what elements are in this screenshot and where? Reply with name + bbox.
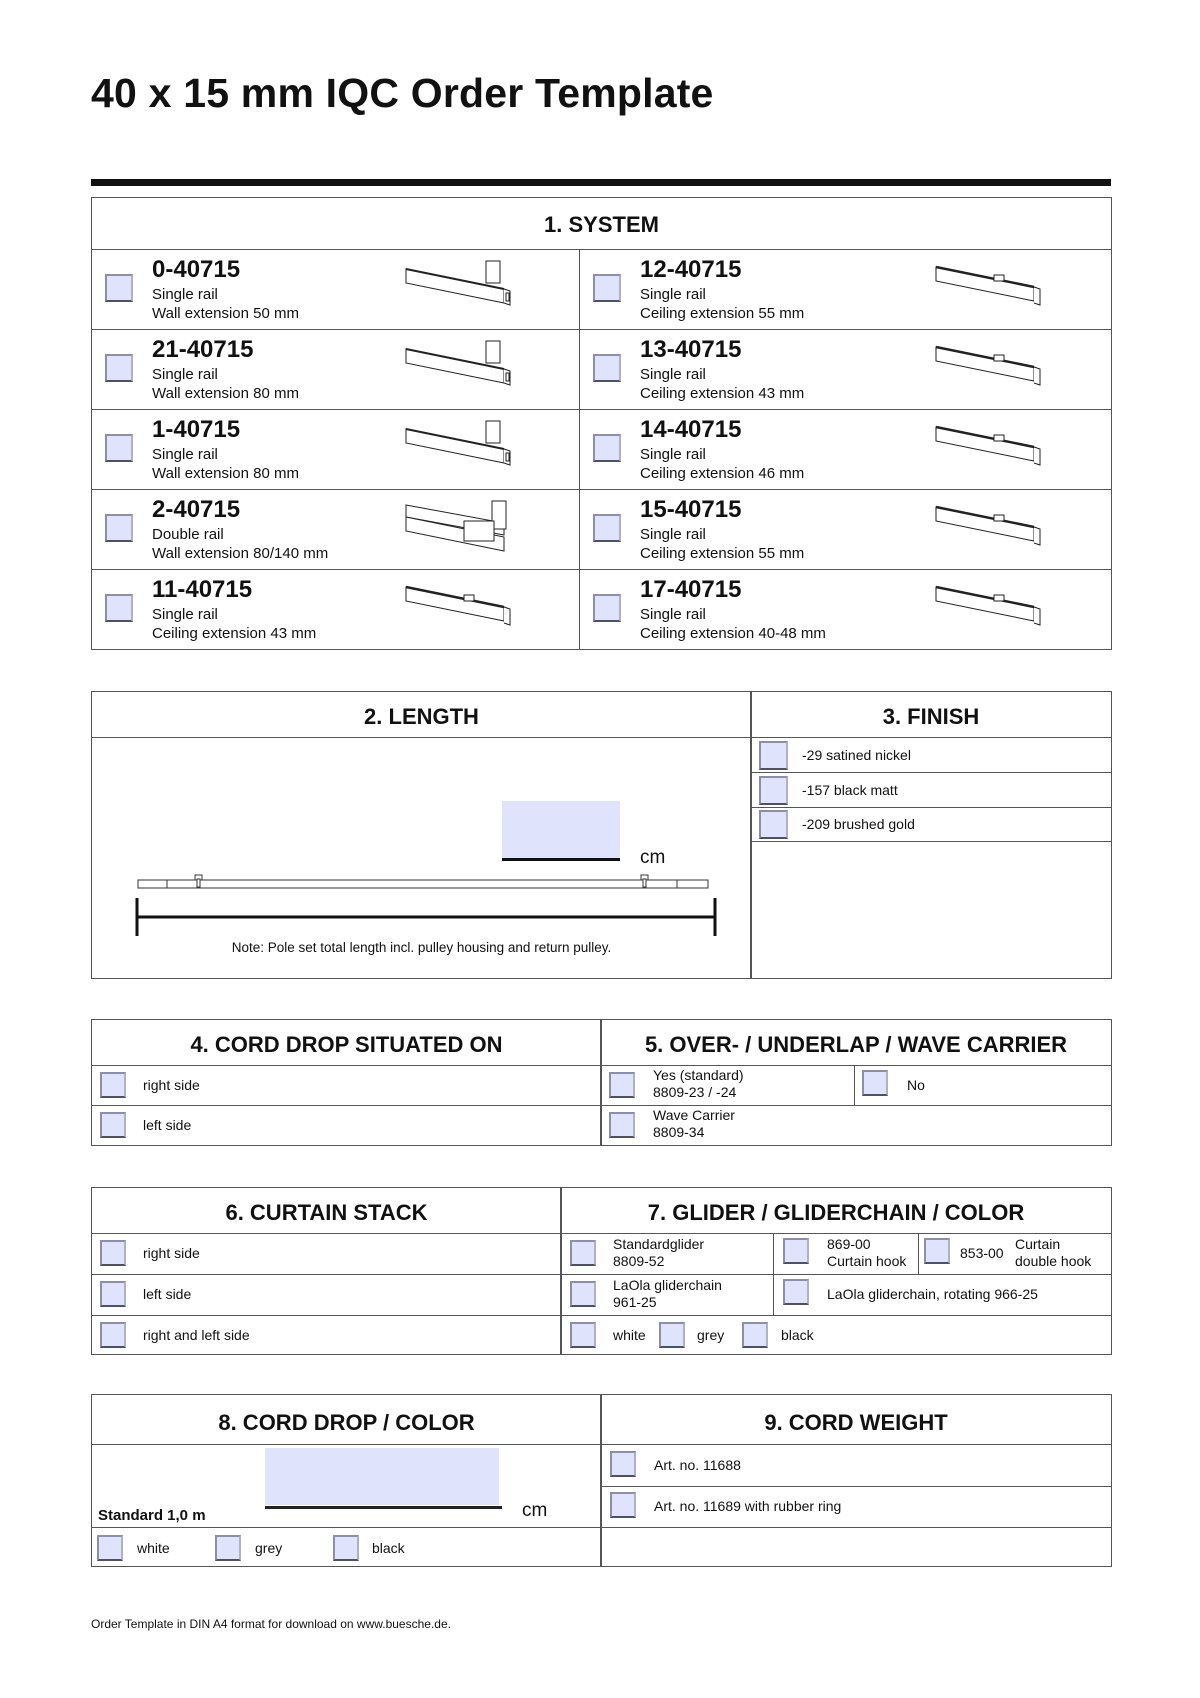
glider-header: 7. GLIDER / GLIDERCHAIN / COLOR xyxy=(647,1200,1025,1225)
cord-weight-11688-label: Art. no. 11688 xyxy=(654,1457,741,1473)
double-rail-wall-bracket-icon xyxy=(404,499,516,559)
cord-black-checkbox[interactable] xyxy=(333,1535,359,1561)
cord-weight-11688-checkbox[interactable] xyxy=(610,1451,636,1477)
system-rail-type: Single rail xyxy=(640,446,706,463)
system-extension: Wall extension 80/140 mm xyxy=(152,545,329,562)
system-extension: Wall extension 80 mm xyxy=(152,385,299,402)
system-rail-type: Single rail xyxy=(152,286,218,303)
overlap-yes-code: 8809-23 / -24 xyxy=(653,1084,737,1100)
divider xyxy=(600,1486,1112,1487)
pole-diagram xyxy=(130,870,730,940)
system-option xyxy=(579,249,1112,329)
cord-black-label: black xyxy=(372,1540,405,1556)
system-code: 12-40715 xyxy=(640,256,742,283)
stack-left-label: left side xyxy=(143,1286,192,1302)
laola-label: LaOla gliderchain xyxy=(613,1277,722,1293)
rail-ceiling-clip-icon xyxy=(934,499,1046,559)
glider-black-checkbox[interactable] xyxy=(742,1322,768,1348)
system-checkbox[interactable] xyxy=(105,514,133,542)
rail-ceiling-clip-icon xyxy=(934,579,1046,639)
system-rail-type: Single rail xyxy=(640,366,706,383)
system-rail-type: Single rail xyxy=(152,366,218,383)
rail-ceiling-icon xyxy=(934,339,1046,399)
divider xyxy=(91,1444,1112,1445)
standard-glider-code: 8809-52 xyxy=(613,1253,665,1269)
divider xyxy=(854,1065,855,1105)
finish-label: -29 satined nickel xyxy=(802,747,911,763)
double-hook-label-1: Curtain xyxy=(1015,1236,1061,1252)
overlap-yes-checkbox[interactable] xyxy=(609,1072,635,1098)
rail-ceiling-clip-icon xyxy=(934,259,1046,319)
finish-checkbox[interactable] xyxy=(759,741,788,770)
rail-wall-bracket-icon xyxy=(404,339,516,399)
system-checkbox[interactable] xyxy=(593,434,621,462)
wave-carrier-checkbox[interactable] xyxy=(609,1112,635,1138)
system-rail-type: Single rail xyxy=(152,606,218,623)
system-rail-type: Single rail xyxy=(152,446,218,463)
system-checkbox[interactable] xyxy=(105,434,133,462)
length-unit: cm xyxy=(640,847,666,868)
rail-ceiling-clip-icon xyxy=(404,579,516,639)
finish-label: -157 black matt xyxy=(802,782,898,798)
cord-drop-side-header: 4. CORD DROP SITUATED ON xyxy=(190,1032,503,1057)
system-extension: Wall extension 80 mm xyxy=(152,465,299,482)
stack-right-checkbox[interactable] xyxy=(100,1240,126,1266)
cord-weight-header: 9. CORD WEIGHT xyxy=(764,1410,948,1435)
laola-rotating-label: LaOla gliderchain, rotating 966-25 xyxy=(827,1286,1038,1302)
divider xyxy=(91,1274,1112,1275)
rail-wall-bracket-icon xyxy=(404,419,516,479)
cord-grey-label: grey xyxy=(255,1540,283,1556)
divider xyxy=(91,1105,1112,1106)
cord-weight-11689-label: Art. no. 11689 with rubber ring xyxy=(654,1498,842,1514)
laola-code: 961-25 xyxy=(613,1294,657,1310)
cord-white-checkbox[interactable] xyxy=(97,1535,123,1561)
cord-drop-left-label: left side xyxy=(143,1117,192,1133)
system-code: 2-40715 xyxy=(152,496,241,523)
cord-drop-left-checkbox[interactable] xyxy=(100,1112,126,1138)
divider xyxy=(91,1315,1112,1316)
length-input-underline xyxy=(502,858,620,861)
system-extension: Wall extension 50 mm xyxy=(152,305,299,322)
system-checkbox[interactable] xyxy=(593,354,621,382)
divider xyxy=(773,1233,774,1315)
divider xyxy=(918,1233,919,1274)
stack-both-label: right and left side xyxy=(143,1327,250,1343)
finish-section xyxy=(750,691,1112,979)
system-option xyxy=(91,569,579,649)
system-checkbox[interactable] xyxy=(593,514,621,542)
system-option xyxy=(91,329,579,409)
system-option xyxy=(579,329,1112,409)
finish-checkbox[interactable] xyxy=(759,810,788,839)
system-rail-type: Single rail xyxy=(640,286,706,303)
divider xyxy=(750,772,1112,773)
overlap-header: 5. OVER- / UNDERLAP / WAVE CARRIER xyxy=(644,1032,1068,1057)
double-hook-checkbox[interactable] xyxy=(924,1238,950,1264)
system-extension: Ceiling extension 43 mm xyxy=(152,625,317,642)
curtain-stack-header: 6. CURTAIN STACK xyxy=(225,1200,428,1225)
system-option xyxy=(579,489,1112,569)
length-header: 2. LENGTH xyxy=(364,704,479,729)
wave-carrier-label: Wave Carrier xyxy=(653,1107,735,1123)
finish-label: -209 brushed gold xyxy=(802,816,915,832)
glider-black-label: black xyxy=(781,1327,814,1343)
system-option xyxy=(91,249,579,329)
curtain-hook-code: 869-00 xyxy=(827,1236,871,1252)
divider xyxy=(91,1527,1112,1528)
divider xyxy=(750,807,1112,808)
laola-checkbox[interactable] xyxy=(570,1281,596,1307)
cord-drop-right-checkbox[interactable] xyxy=(100,1072,126,1098)
system-checkbox[interactable] xyxy=(593,274,621,302)
system-checkbox[interactable] xyxy=(105,274,133,302)
system-code: 0-40715 xyxy=(152,256,241,283)
system-code: 15-40715 xyxy=(640,496,742,523)
standard-glider-label: Standardglider xyxy=(613,1236,705,1252)
cord-drop-right-label: right side xyxy=(143,1077,200,1093)
overlap-no-label: No xyxy=(907,1077,925,1093)
cord-white-label: white xyxy=(137,1540,170,1556)
cord-weight-11689-checkbox[interactable] xyxy=(610,1492,636,1518)
stack-right-label: right side xyxy=(143,1245,200,1261)
system-rail-type: Double rail xyxy=(152,526,224,543)
curtain-hook-checkbox[interactable] xyxy=(783,1238,809,1264)
finish-header: 3. FINISH xyxy=(882,704,980,729)
cord-drop-unit: cm xyxy=(522,1500,548,1521)
wave-carrier-code: 8809-34 xyxy=(653,1124,705,1140)
finish-checkbox[interactable] xyxy=(759,776,788,805)
curtain-hook-label: Curtain hook xyxy=(827,1253,907,1269)
length-note: Note: Pole set total length incl. pulley housing and return pulley. xyxy=(231,940,612,955)
system-rail-type: Single rail xyxy=(640,606,706,623)
system-extension: Ceiling extension 43 mm xyxy=(640,385,805,402)
system-extension: Ceiling extension 55 mm xyxy=(640,305,805,322)
overlap-no-checkbox[interactable] xyxy=(862,1070,888,1096)
glider-white-label: white xyxy=(613,1327,646,1343)
double-hook-label-2: double hook xyxy=(1015,1253,1092,1269)
system-option xyxy=(91,489,579,569)
divider xyxy=(91,1233,1112,1234)
page-title: 40 x 15 mm IQC Order Template xyxy=(91,70,714,116)
cord-grey-checkbox[interactable] xyxy=(215,1535,241,1561)
system-code: 1-40715 xyxy=(152,416,241,443)
stack-both-checkbox[interactable] xyxy=(100,1322,126,1348)
system-rail-type: Single rail xyxy=(640,526,706,543)
system-extension: Ceiling extension 40-48 mm xyxy=(640,625,826,642)
cord-drop-input[interactable] xyxy=(265,1448,499,1505)
system-option xyxy=(91,409,579,489)
divider xyxy=(91,737,1112,738)
glider-grey-checkbox[interactable] xyxy=(659,1322,685,1348)
footer-note: Order Template in DIN A4 format for download on www.buesche.de. xyxy=(91,1617,451,1631)
length-input[interactable] xyxy=(502,801,620,858)
system-checkbox[interactable] xyxy=(593,594,621,622)
double-hook-code: 853-00 xyxy=(960,1245,1004,1261)
system-code: 13-40715 xyxy=(640,336,742,363)
overlap-yes-label: Yes (standard) xyxy=(653,1067,744,1083)
system-option xyxy=(579,569,1112,649)
cord-drop-input-underline xyxy=(265,1506,502,1509)
glider-grey-label: grey xyxy=(697,1327,725,1343)
system-code: 14-40715 xyxy=(640,416,742,443)
system-code: 17-40715 xyxy=(640,576,742,603)
rail-wall-bracket-icon xyxy=(404,259,516,319)
system-header: 1. SYSTEM xyxy=(544,212,659,237)
system-code: 11-40715 xyxy=(152,576,253,603)
system-checkbox[interactable] xyxy=(105,354,133,382)
glider-white-checkbox[interactable] xyxy=(570,1322,596,1348)
system-checkbox[interactable] xyxy=(105,594,133,622)
divider xyxy=(91,1065,1112,1066)
laola-rotating-checkbox[interactable] xyxy=(783,1279,809,1305)
title-divider xyxy=(91,179,1111,186)
standard-glider-checkbox[interactable] xyxy=(570,1240,596,1266)
rail-ceiling-clip-icon xyxy=(934,419,1046,479)
system-extension: Ceiling extension 55 mm xyxy=(640,545,805,562)
system-option xyxy=(579,409,1112,489)
cord-drop-standard-label: Standard 1,0 m xyxy=(98,1507,206,1524)
stack-left-checkbox[interactable] xyxy=(100,1281,126,1307)
system-code: 21-40715 xyxy=(152,336,254,363)
system-extension: Ceiling extension 46 mm xyxy=(640,465,805,482)
cord-drop-color-header: 8. CORD DROP / COLOR xyxy=(218,1410,475,1435)
divider xyxy=(750,841,1112,842)
